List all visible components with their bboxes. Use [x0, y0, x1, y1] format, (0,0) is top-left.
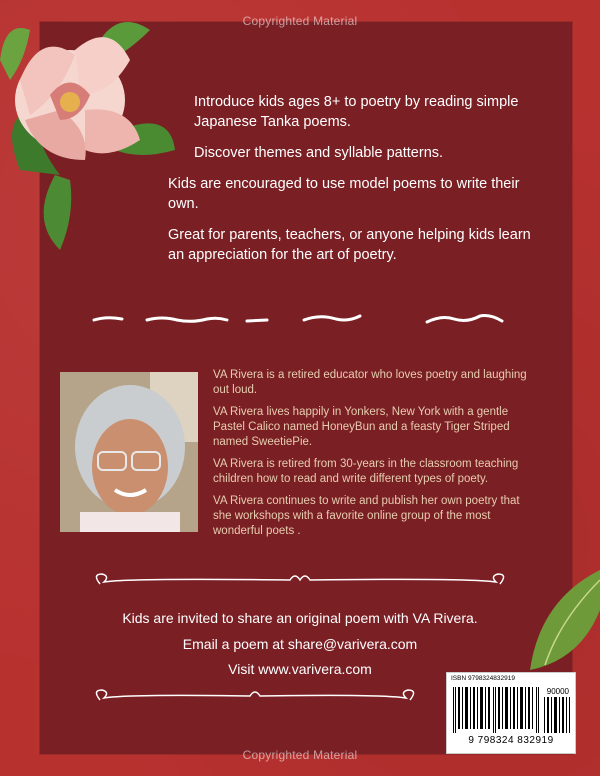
- watermark-top: Copyrighted Material: [242, 14, 358, 28]
- intro-line: Discover themes and syllable patterns.: [194, 145, 444, 161]
- isbn-price-code: 90000: [546, 687, 569, 696]
- intro-line: Great for parents, teachers, or anyone helping kids learn an appreciation for the art of poetry.: [168, 227, 531, 263]
- leaf-illustration: [520, 550, 600, 690]
- author-bio: [213, 368, 533, 546]
- contact-invite: Kids are invited to share an original poem with VA Rivera.: [122, 610, 478, 626]
- magnolia-flower-illustration: [0, 0, 175, 250]
- bio-paragraph: VA Rivera continues to write and publish her own poetry that she workshops with a favorite online group of the most wonderful poets .: [213, 495, 520, 537]
- contact-email: Email a poem at share@varivera.com: [182, 636, 418, 652]
- isbn-number: 9 798324 832919: [468, 735, 554, 746]
- intro-line: Introduce kids ages 8+ to poetry by reading simple Japanese Tanka poems.: [194, 94, 519, 130]
- barcode-bars: [451, 687, 541, 733]
- author-photo: [60, 372, 198, 532]
- isbn-barcode: [446, 672, 576, 754]
- flourish-divider-bottom: [90, 684, 420, 706]
- contact-website: Visit www.varivera.com: [228, 661, 372, 677]
- price-barcode-bars: [543, 697, 571, 733]
- intro-text: [168, 92, 534, 276]
- intro-line: Kids are encouraged to use model poems to write their own.: [168, 176, 520, 212]
- bio-paragraph: VA Rivera is retired from 30-years in the classroom teaching children how to read and write different types of poety.: [213, 458, 519, 485]
- author-photo-illustration: [60, 372, 198, 532]
- bio-paragraph: VA Rivera is a retired educator who loves poetry and laughing out loud.: [213, 369, 527, 396]
- watermark-bottom: Copyrighted Material: [242, 748, 358, 762]
- bio-paragraph: VA Rivera lives happily in Yonkers, New York with a gentle Pastel Calico named HoneyBun and a feasty Tiger Striped named SweetiePie.: [213, 406, 510, 448]
- isbn-label: ISBN 9798324832919: [451, 675, 515, 682]
- brush-divider: [92, 310, 512, 328]
- flourish-divider-top: [90, 568, 510, 590]
